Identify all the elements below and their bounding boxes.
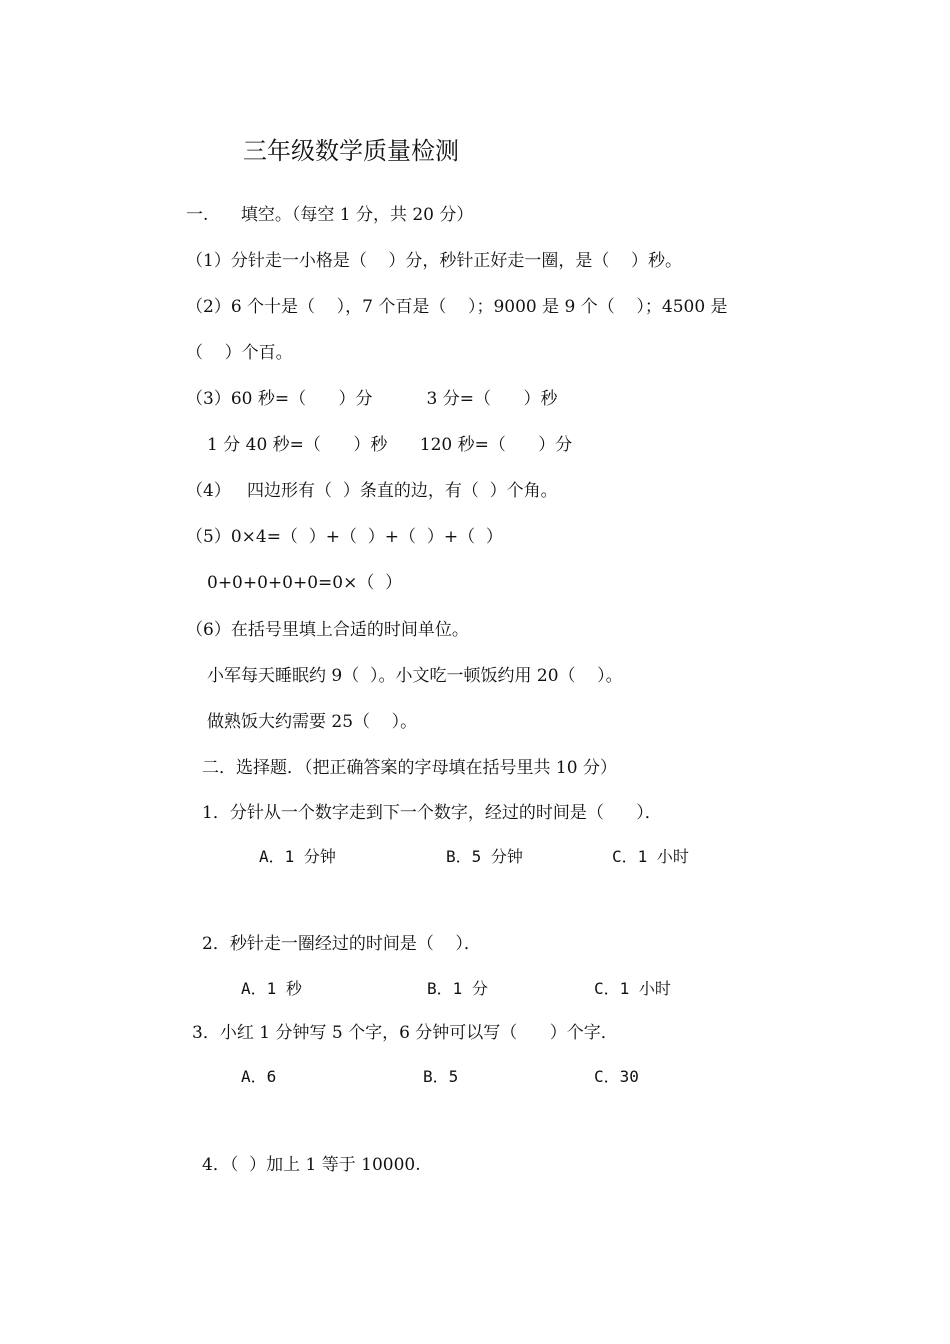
question-6-heading: （6）在括号里填上合适的时间单位。 — [186, 620, 469, 640]
question-2-line1: （2）6 个十是（ ），7 个百是（ ）；9000 是 9 个（ ）；4500 是 — [186, 297, 728, 317]
choice-question-1: 1．分针从一个数字走到下一个数字，经过的时间是（ ）． — [202, 803, 662, 823]
choice-1-option-c: C．1 小时 — [612, 847, 689, 866]
question-3-line2: 1 分 40 秒=（ ）秒 120 秒=（ ）分 — [207, 435, 573, 455]
section2-heading: 二．选择题．（把正确答案的字母填在括号里共 10 分） — [202, 758, 617, 778]
choice-3-option-c: C．30 — [594, 1067, 639, 1086]
choice-question-3: 3．小红 1 分钟写 5 个字，6 分钟可以写（ ）个字． — [192, 1023, 618, 1043]
section1-heading: 一. 填空。（每空 1 分，共 20 分） — [186, 205, 474, 225]
question-5-line1: （5）0×4=（ ）+（ ）+（ ）+（ ） — [186, 527, 503, 547]
question-2-line2: （ ）个百。 — [186, 343, 293, 363]
question-6-line2: 做熟饭大约需要 25（ ）。 — [207, 712, 418, 732]
choice-2-option-a: A．1 秒 — [241, 979, 302, 998]
choice-question-2: 2．秒针走一圈经过的时间是（ ）． — [202, 934, 481, 954]
choice-3-option-a: A．6 — [241, 1067, 277, 1086]
page-title: 三年级数学质量检测 — [243, 137, 459, 165]
choice-1-option-a: A．1 分钟 — [259, 847, 336, 866]
question-5-line2: 0+0+0+0+0=0×（ ） — [207, 573, 403, 593]
choice-question-4: 4．（ ）加上 1 等于 10000. — [202, 1155, 421, 1175]
question-3-line1: （3）60 秒=（ ）分 3 分=（ ）秒 — [186, 389, 558, 409]
choice-3-option-b: B．5 — [423, 1067, 459, 1086]
choice-1-option-b: B．5 分钟 — [446, 847, 523, 866]
question-6-line1: 小军每天睡眠约 9（ ）。小文吃一顿饭约用 20（ ）。 — [207, 666, 623, 686]
choice-2-option-c: C．1 小时 — [594, 979, 671, 998]
choice-2-option-b: B．1 分 — [427, 979, 488, 998]
question-1: （1）分针走一小格是（ ）分，秒针正好走一圈，是（ ）秒。 — [186, 251, 683, 271]
question-4: （4） 四边形有（ ）条直的边，有（ ）个角。 — [186, 481, 558, 501]
